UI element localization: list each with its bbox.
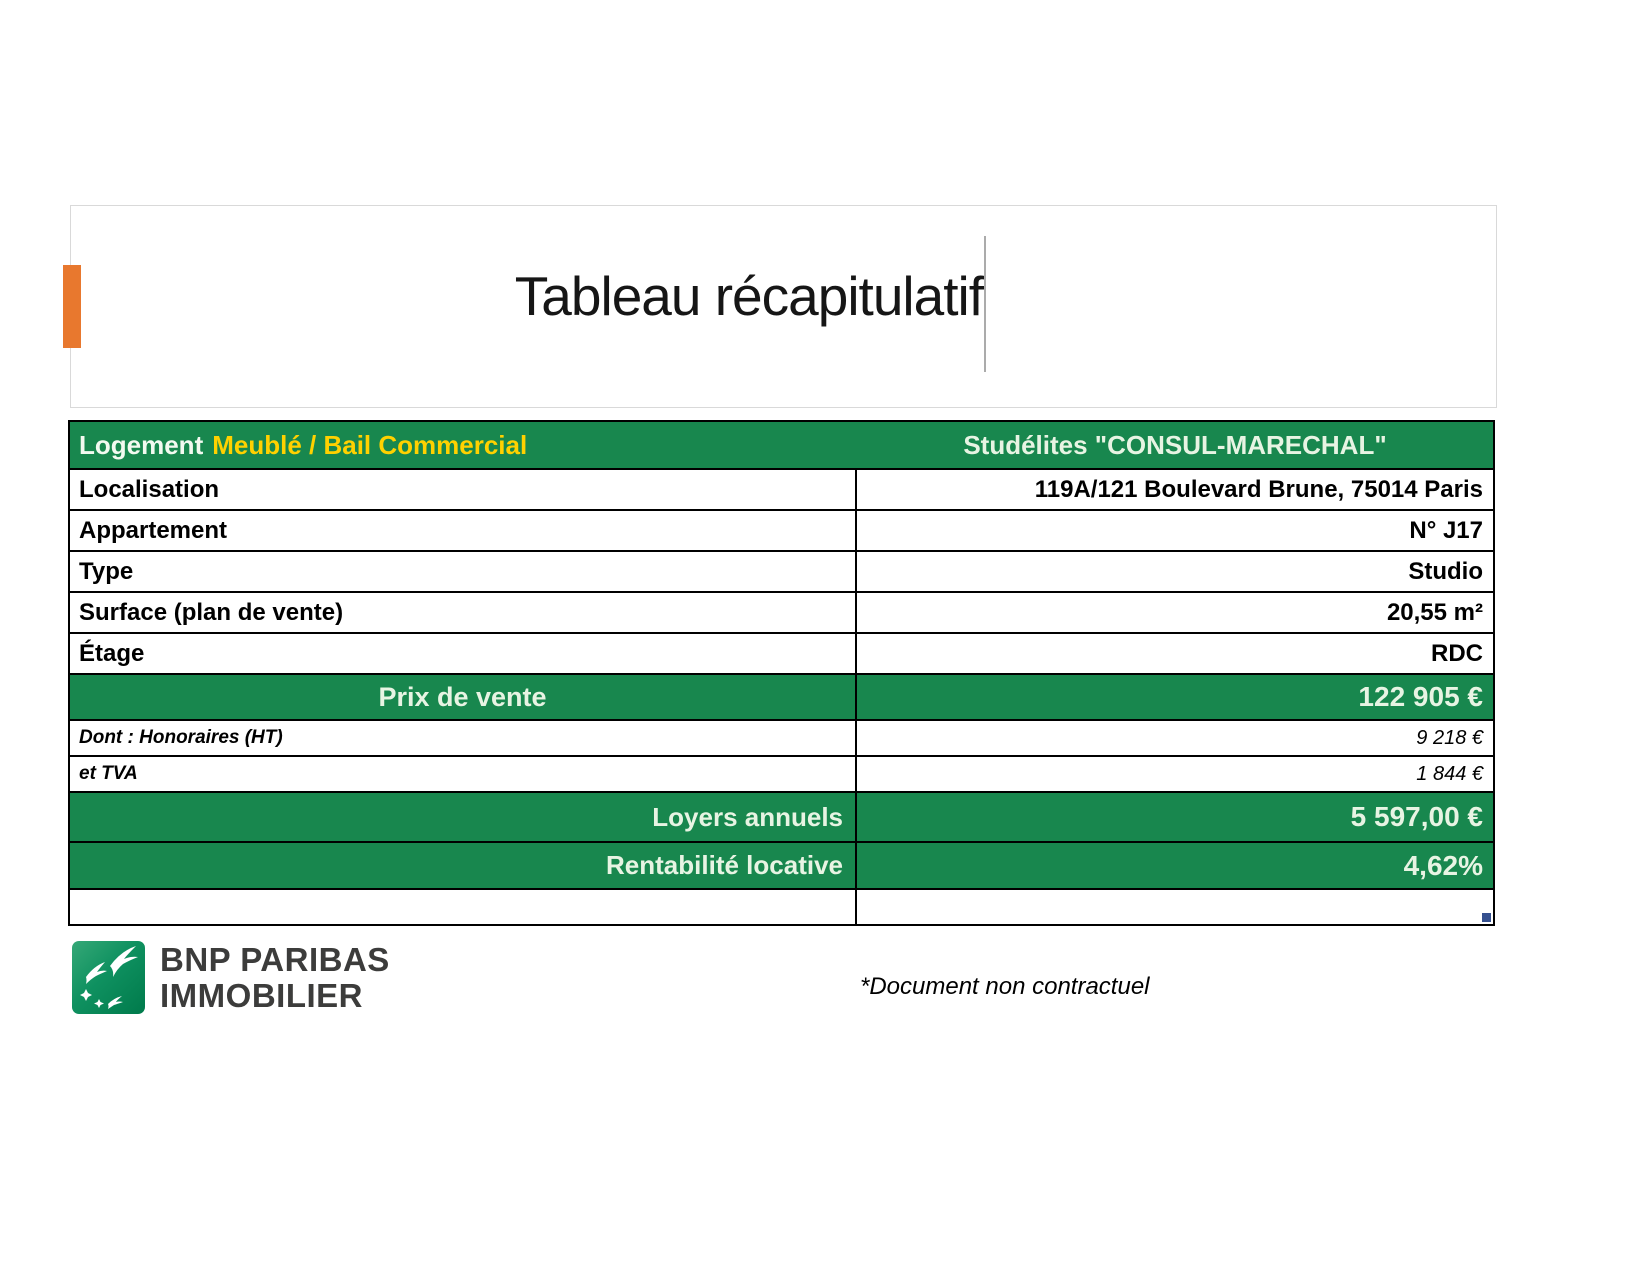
row-value: 119A/121 Boulevard Brune, 75014 Paris [1034, 475, 1483, 503]
text-cursor-line [984, 236, 986, 372]
table-row-loyers-annuels [70, 791, 1493, 841]
header-residence-name: Studélites "CONSUL-MARECHAL" [963, 429, 1387, 460]
table-row-honoraires [70, 719, 1493, 755]
table-row-prix-de-vente [70, 673, 1493, 719]
row-label: Loyers annuels [70, 793, 857, 841]
row-label: Appartement [70, 511, 857, 550]
row-label: Type [70, 552, 857, 591]
page-title: Tableau récapitulatif [514, 265, 983, 327]
header-bail-label: Meublé / Bail Commercial [212, 429, 528, 460]
row-label: Dont : Honoraires (HT) [70, 721, 857, 755]
row-value: N° J17 [1409, 516, 1483, 544]
header-logement-label: Logement [79, 429, 204, 460]
row-value: 5 597,00 € [1350, 801, 1483, 832]
table-row-type [70, 550, 1493, 591]
row-label: Surface (plan de vente) [70, 593, 857, 632]
row-label: Localisation [70, 470, 857, 509]
table-row-empty [70, 888, 1493, 924]
table-row-tva [70, 755, 1493, 791]
row-value: 4,62% [1403, 849, 1483, 881]
row-label: et TVA [70, 757, 857, 791]
recap-table [68, 420, 1495, 926]
row-value: 1 844 € [1416, 762, 1483, 785]
table-row-surface [70, 591, 1493, 632]
row-value: RDC [1431, 639, 1483, 667]
accent-orange-bar [63, 265, 81, 348]
table-row-etage [70, 632, 1493, 673]
table-resize-handle[interactable] [1482, 913, 1491, 922]
non-contractual-note: *Document non contractuel [860, 973, 1150, 1000]
row-label: Étage [70, 634, 857, 673]
row-label: Rentabilité locative [70, 843, 857, 888]
row-value: 9 218 € [1416, 726, 1483, 749]
table-header-row [70, 422, 1493, 468]
logo-line-2: IMMOBILIER [160, 977, 363, 1014]
table-row-rentabilite [70, 841, 1493, 888]
header-left-cell [70, 422, 857, 468]
logo-line-1: BNP PARIBAS [160, 941, 390, 978]
row-value: 122 905 € [1358, 681, 1483, 712]
row-value: 20,55 m² [1386, 598, 1483, 626]
row-value: Studio [1408, 557, 1483, 585]
bnp-paribas-logo-icon [72, 941, 145, 1014]
row-label: Prix de vente [70, 675, 857, 719]
table-row-appartement [70, 509, 1493, 550]
bnp-paribas-immobilier-wordmark [160, 942, 390, 1014]
table-row-localisation [70, 468, 1493, 509]
